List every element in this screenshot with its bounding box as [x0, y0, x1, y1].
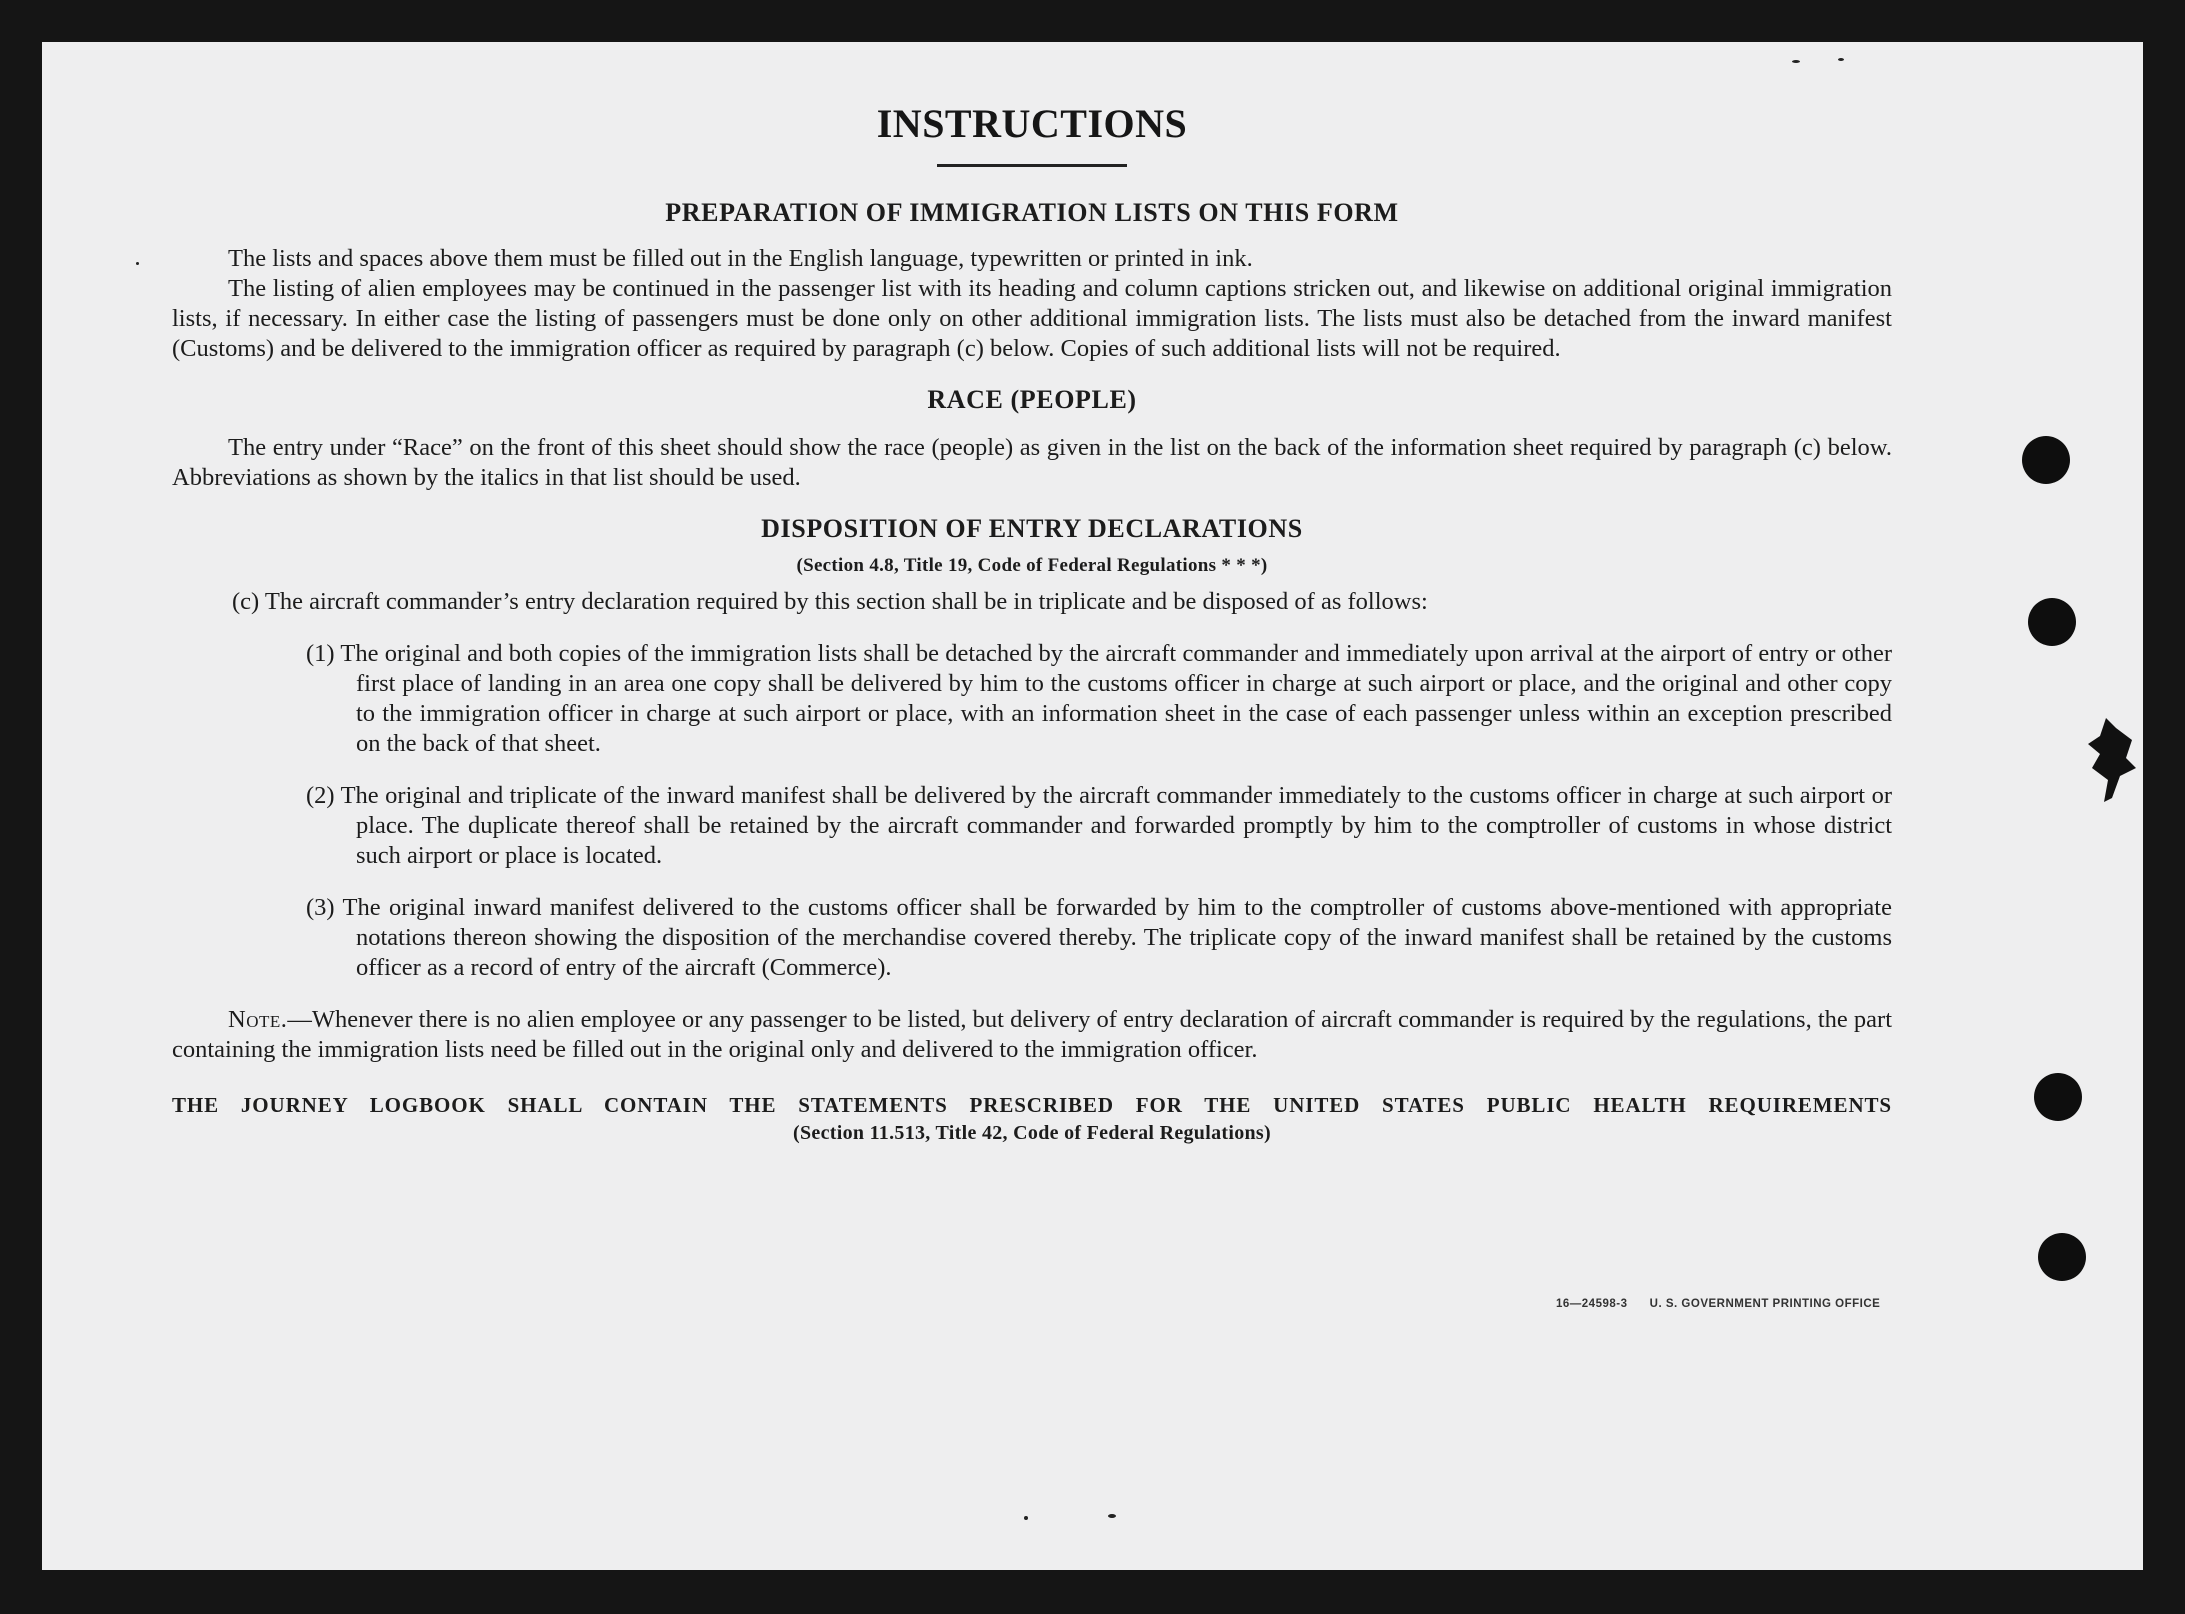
punch-hole [2022, 436, 2070, 484]
punch-hole [2034, 1073, 2082, 1121]
disposition-citation: (Section 4.8, Title 19, Code of Federal Regulations * * *) [796, 554, 1268, 576]
form-code: 16—24598-3 [1556, 1298, 1628, 1310]
disposition-item-3: (3) The original inward manifest delivered to the customs officer shall be forwarded by him to the comptroller of customs above-mentioned with appropriate notations thereon showing the disposition of the merchandise covered thereby. The triplicate copy of the inward manifest shall be retained by the customs officer as a record of entry of the aircraft (Commerce). [306, 894, 1892, 982]
scan-speck [136, 262, 139, 265]
printing-footer [1556, 1298, 1880, 1310]
preparation-heading: PREPARATION OF IMMIGRATION LISTS ON THIS FORM [665, 198, 1399, 227]
scan-speck [1792, 60, 1800, 63]
disposition-item-2: (2) The original and triplicate of the inward manifest shall be delivered by the aircraft commander immediately to the customs officer in charge at such airport or place. The duplicate thereof shall be retained by the aircraft commander and forwarded promptly by him to the comptroller of customs in whose district such airport or place is located. [306, 782, 1892, 870]
scan-speck [1108, 1514, 1116, 1518]
title-rule [937, 164, 1127, 167]
disposition-intro: (c) The aircraft commander’s entry declaration required by this section shall be in triplicate and be disposed of as follows: [232, 588, 1428, 616]
preparation-paragraph-2: The listing of alien employees may be continued in the passenger list with its heading and column captions stricken out, and likewise on additional original immigration lists, if necessary. In either case the listing of passengers must be done only on other additional immigration lists. The lists must also be detached from the inward manifest (Customs) and be delivered to the immigration officer as required by paragraph (c) below. Copies of such additional lists will not be required. [172, 275, 1892, 363]
punch-hole [2038, 1233, 2086, 1281]
health-statement: THE JOURNEY LOGBOOK SHALL CONTAIN THE STATEMENTS PRESCRIBED FOR THE UNITED STATES PUBLIC HEALTH REQUIREMENTS [172, 1093, 1892, 1118]
scan-speck [1024, 1516, 1028, 1520]
race-paragraph: The entry under “Race” on the front of this sheet should show the race (people) as given in the list on the back of the information sheet required by paragraph (c) below. Abbreviations as shown by the italics in that list should be used. [172, 434, 1892, 492]
note-text: —Whenever there is no alien employee or any passenger to be listed, but delivery of entry declaration of aircraft commander is required by the regulations, the part containing the immigration lists need be filled out in the original only and delivered to the immigration officer. [172, 1006, 1892, 1064]
health-citation: (Section 11.513, Title 42, Code of Federal Regulations) [793, 1122, 1271, 1145]
scan-speck [1838, 58, 1844, 61]
torn-edge-mark [2086, 710, 2138, 810]
note-lead: Note. [228, 1006, 288, 1034]
printer-name: U. S. GOVERNMENT PRINTING OFFICE [1649, 1298, 1881, 1310]
note-paragraph [172, 1005, 1892, 1065]
page-title: INSTRUCTIONS [876, 101, 1188, 146]
race-heading: RACE (PEOPLE) [927, 385, 1137, 415]
disposition-item-1: (1) The original and both copies of the immigration lists shall be detached by the aircraft commander and immediately upon arrival at the airport of entry or other first place of landing in an area one copy shall be delivered by him to the customs officer in charge at such airport or place, and the original and other copy to the immigration officer in charge at such airport or place, with an information sheet in the case of each passenger unless within an exception prescribed on the back of that sheet. [306, 640, 1892, 758]
instructions-content [172, 68, 1892, 1145]
preparation-paragraph-1: The lists and spaces above them must be filled out in the English language, typewritten or printed in ink. [228, 245, 1253, 273]
disposition-heading: DISPOSITION OF ENTRY DECLARATIONS [761, 514, 1303, 544]
punch-hole [2028, 598, 2076, 646]
